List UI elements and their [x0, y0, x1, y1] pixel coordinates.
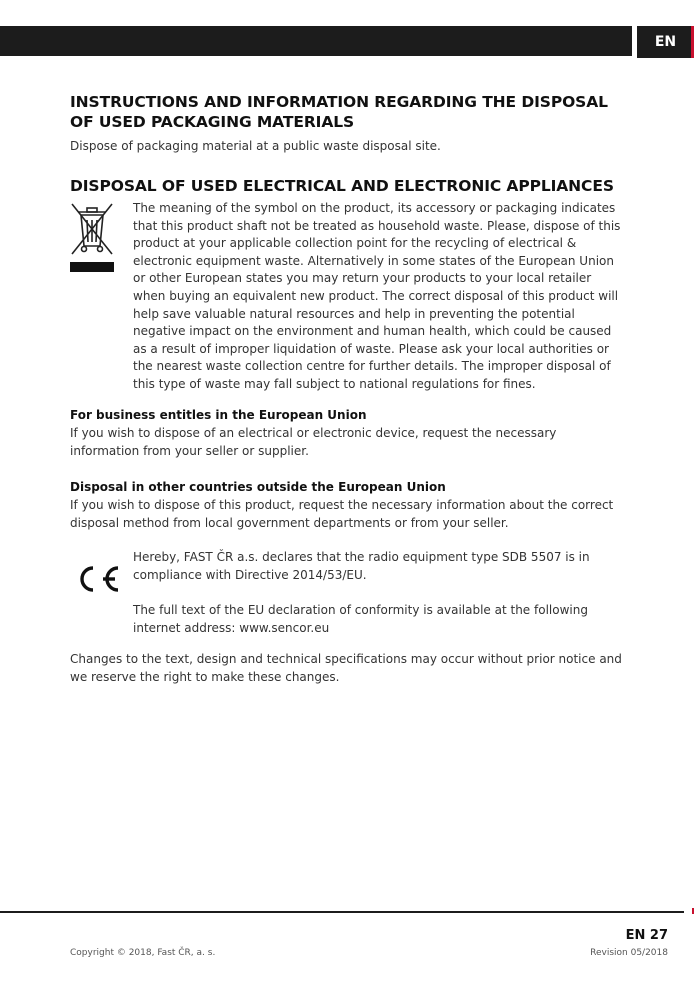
footer-rule — [0, 911, 684, 913]
other-countries-text: If you wish to dispose of this product, request the necessary information about the correct disposal method from local government departments or from your seller. — [70, 498, 614, 530]
weee-disposal-text: The meaning of the symbol on the product, its accessory or packaging indicates that this product shaft not be treated as household waste. Please, dispose of this product at your applicable collection point for the recycling of electrical & electronic equipment waste. Alternatively in some states of the European Union or other European states you may return your products to your local retailer when buying an equivalent new product. The correct disposal of this product will help save valuable natural resources and help in preventing the potential negative impact on the environment and human health, which could be caused as a result of improper liquidation of waste. Please ask your local authorities or the nearest waste collection centre for further details. The improper disposal of this type of waste may fall subject to national regulations for fines. — [133, 201, 621, 391]
language-tab — [637, 26, 694, 58]
declaration-of-conformity-text: Hereby, FAST ČR a.s. declares that the radio equipment type SDB 5507 is in compliance with Directive 2014/53/EU. — [133, 550, 590, 582]
header-bar — [0, 26, 632, 56]
other-countries-title: Disposal in other countries outside the European Union — [70, 480, 446, 494]
copyright-text: Copyright © 2018, Fast ČR, a. s. — [70, 948, 216, 958]
changes-notice-text: Changes to the text, design and technical specifications may occur without prior notice and we reserve the right to make these changes. — [70, 652, 622, 684]
packaging-disposal-title: INSTRUCTIONS AND INFORMATION REGARDING THE DISPOSAL OF USED PACKAGING MATERIALS — [70, 93, 608, 131]
revision-text: Revision 05/2018 — [590, 948, 668, 958]
packaging-disposal-text: Dispose of packaging material at a public waste disposal site. — [70, 139, 441, 153]
crossed-out-wheelie-bin-icon — [70, 202, 114, 278]
ce-mark-icon — [74, 564, 122, 594]
page-number: EN 27 — [625, 928, 668, 943]
business-entities-title: For business entitles in the European Union — [70, 408, 367, 422]
declaration-full-text-link-text: The full text of the EU declaration of conformity is available at the following internet address: www.sencor.eu — [133, 603, 588, 635]
business-entities-text: If you wish to dispose of an electrical or electronic device, request the necessary information from your seller or supplier. — [70, 426, 557, 458]
weee-disposal-title: DISPOSAL OF USED ELECTRICAL AND ELECTRONIC APPLIANCES — [70, 177, 614, 195]
language-label: EN — [654, 34, 677, 50]
